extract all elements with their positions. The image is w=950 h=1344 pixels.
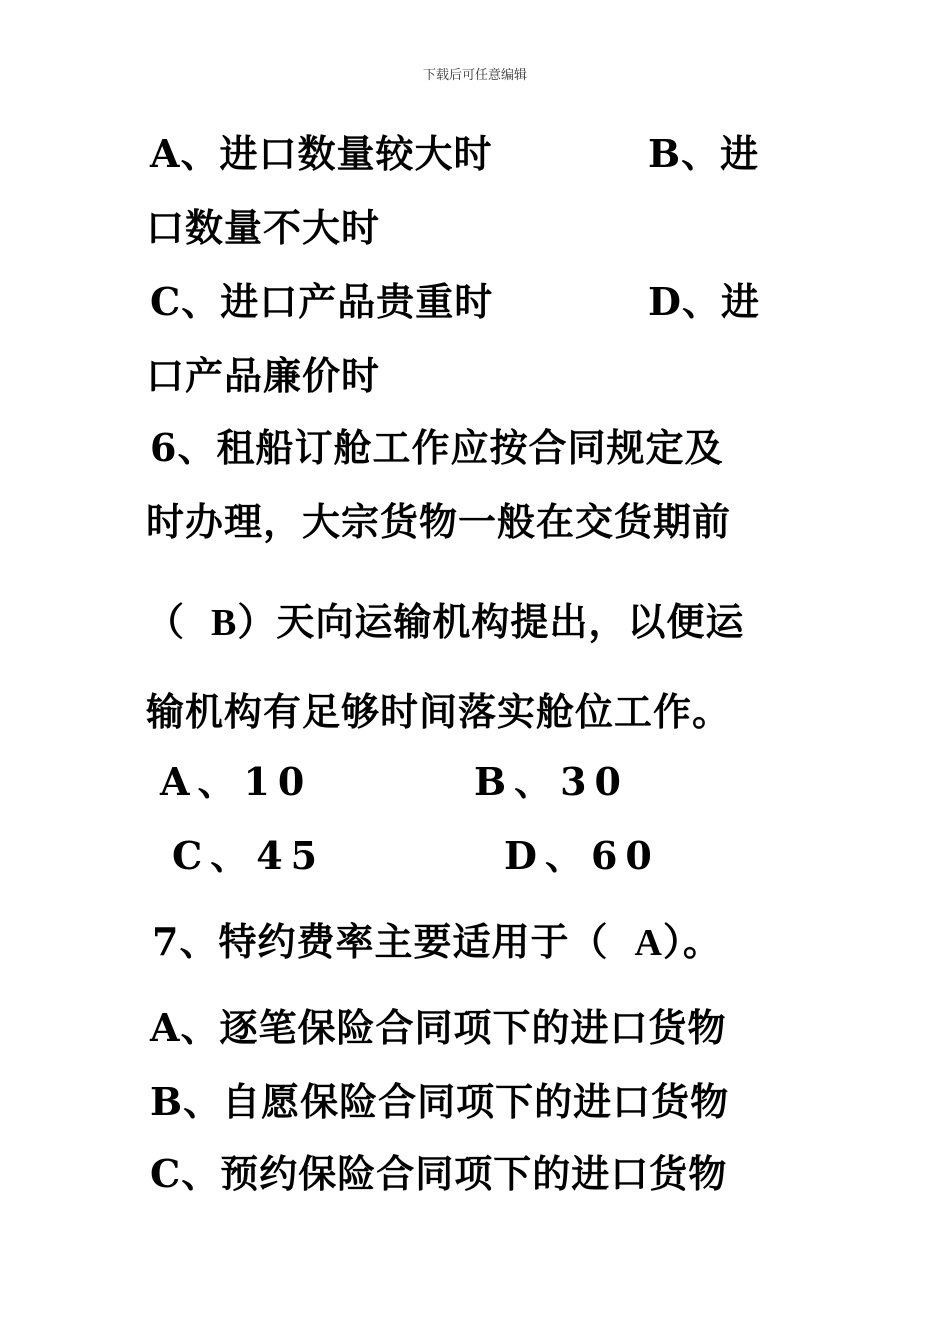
q7-stem-start: 7、特约费率主要适用于（	[152, 919, 609, 964]
q7-stem	[152, 920, 722, 965]
q7-option-c: C、预约保险合同项下的进口货物	[150, 1151, 728, 1196]
q7-answer: A	[634, 922, 663, 964]
q7-stem-end: ）。	[662, 919, 722, 964]
q6-stem-line-2: 时办理，大宗货物一般在交货期前	[146, 499, 732, 544]
q7-option-b: B、自愿保险合同项下的进口货物	[150, 1079, 730, 1124]
q6-option-b: B、30	[474, 759, 629, 804]
q6-stem-line-1: 6、租船订舱工作应按合同规定及	[150, 425, 724, 470]
q6-paren-open: （	[146, 599, 186, 644]
q6-option-c: C、45	[172, 833, 326, 878]
q7-option-a: A、逐笔保险合同项下的进口货物	[150, 1005, 727, 1050]
q5-option-a: A、进口数量较大时	[150, 131, 493, 176]
q6-stem-line-3	[146, 600, 744, 645]
page-header: 下载后可任意编辑	[422, 68, 527, 83]
q6-option-d: D、60	[504, 833, 660, 878]
q5-option-d: D、进	[648, 279, 760, 324]
q5-option-b-continued: 口数量不大时	[146, 205, 381, 250]
q5-option-b: B、进	[648, 131, 760, 176]
q5-option-d-continued: 口产品廉价时	[146, 353, 381, 398]
q5-option-c: C、进口产品贵重时	[150, 279, 494, 324]
q6-stem-line-4: 输机构有足够时间落实舱位工作。	[146, 689, 732, 734]
q6-option-a: A、10	[160, 759, 313, 804]
q6-answer: B	[211, 602, 238, 644]
q6-stem-line-3-rest: ）天向运输机构提出，以便运	[237, 599, 745, 644]
